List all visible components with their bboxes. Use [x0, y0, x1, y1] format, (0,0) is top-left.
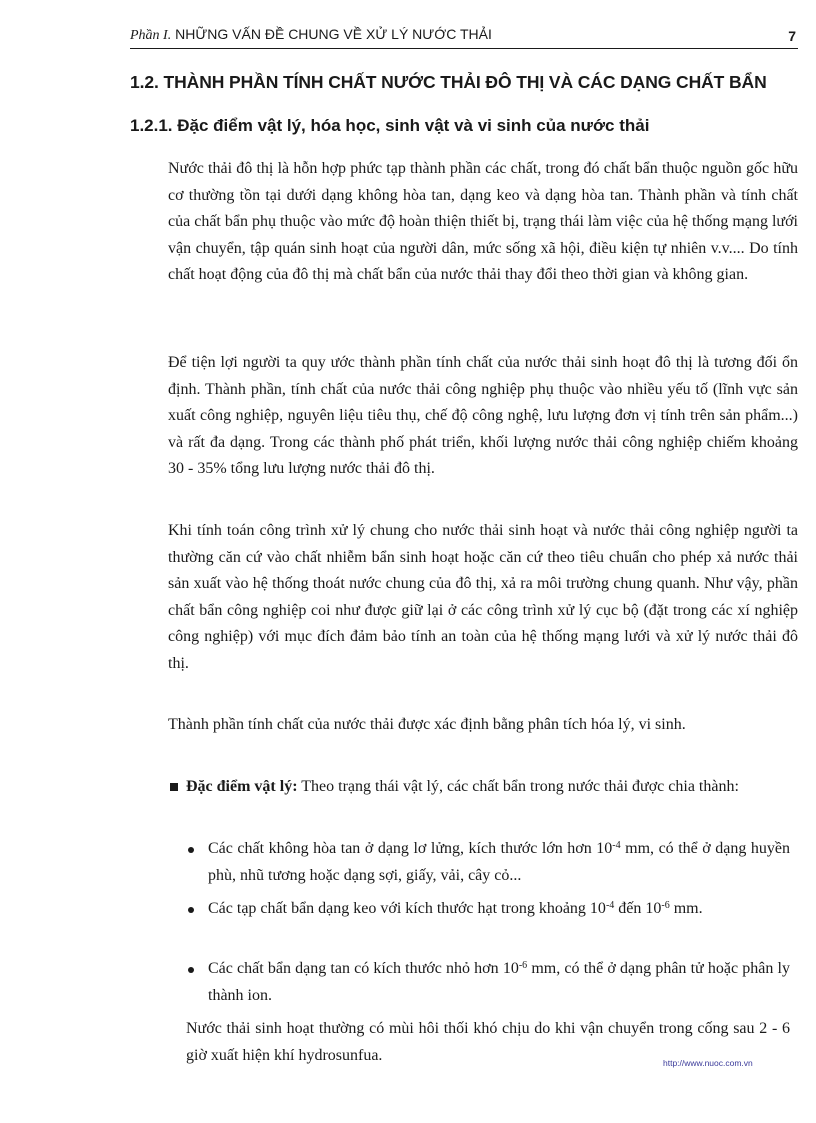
watermark-url: http://www.nuoc.com.vn: [663, 1058, 753, 1068]
closing-paragraph: Nước thải sinh hoạt thường có mùi hôi thối khó chịu do khi vận chuyển trong cống sau 2 - 6 giờ xuất hiện khí hydrosunfua.: [186, 1020, 790, 1064]
paragraph-2: Để tiện lợi người ta quy ước thành phần tính chất của nước thải sinh hoạt đô thị là tương đối ổn định. Thành phần, tính chất của nước thải công nghiệp phụ thuộc vào nhiều yếu tố (lĩnh vực sản xuất công nghiệp, nguyên liệu tiêu thụ, chế độ công nghệ, lưu lượng đơn vị tính trên sản phẩm...) và rất đa dạng. Trong các thành phố phát triển, khối lượng nước thải công nghiệp chiếm khoảng 30 - 35% tổng lưu lượng nước thải đô thị.: [168, 354, 798, 477]
exponent: -6: [518, 960, 528, 971]
physical-label: Đặc điểm vật lý:: [186, 778, 298, 795]
running-header: [130, 22, 798, 49]
square-bullet-icon: [170, 783, 178, 791]
item-text: Các chất không hòa tan ở dạng lơ lửng, kích thước lớn hơn 10: [208, 840, 613, 857]
section-heading: 1.2. THÀNH PHẦN TÍNH CHẤT NƯỚC THẢI ĐÔ THỊ VÀ CÁC DẠNG CHẤT BẨN: [130, 72, 767, 92]
exponent: -4: [605, 900, 615, 911]
exponent: -4: [612, 840, 621, 851]
item-text: mm, có thể ở dạng phân tử hoặc phân ly thành ion.: [208, 960, 790, 1004]
physical-characteristics-item: [168, 774, 798, 801]
round-bullet-icon: [188, 907, 194, 913]
subsection-heading: 1.2.1. Đặc điểm vật lý, hóa học, sinh vật và vi sinh của nước thải: [130, 116, 650, 135]
item-text: mm.: [669, 900, 703, 917]
sub-list-item: [186, 896, 790, 923]
sub-list-item: [186, 836, 790, 889]
header-part-title: NHỮNG VẤN ĐỀ CHUNG VỀ XỬ LÝ NƯỚC THẢI: [175, 26, 492, 42]
physical-description: Theo trạng thái vật lý, các chất bẩn trong nước thải được chia thành:: [297, 778, 739, 795]
item-text: đến 10: [614, 900, 662, 917]
round-bullet-icon: [188, 967, 194, 973]
header-part-label: Phần I.: [130, 28, 172, 43]
paragraph-4: Thành phần tính chất của nước thải được xác định bằng phân tích hóa lý, vi sinh.: [168, 716, 686, 733]
paragraph-1: Nước thải đô thị là hỗn hợp phức tạp thành phần các chất, trong đó chất bẩn thuộc nguồn gốc hữu cơ thường tồn tại dưới dạng không hòa tan, dạng keo và dạng hòa tan. Thành phần và tính chất của chất bẩn phụ thuộc vào mức độ hoàn thiện thiết bị, trạng thái làm việc của hệ thống mạng lưới vận chuyển, tập quán sinh hoạt của người dân, mức sống xã hội, điều kiện tự nhiên v.v.... Do tính chất hoạt động của đô thị mà chất bẩn của nước thải thay đổi theo thời gian và không gian.: [168, 160, 798, 283]
header-part: [130, 26, 492, 44]
exponent: -6: [661, 900, 670, 911]
item-text: mm, có thể ở dạng huyền phù, nhũ tương hoặc dạng sợi, giấy, vải, cây cỏ...: [208, 840, 790, 884]
physical-characteristics-text: [186, 774, 798, 801]
paragraph-3: Khi tính toán công trình xử lý chung cho nước thải sinh hoạt và nước thải công nghiệp người ta thường căn cứ vào chất nhiễm bẩn sinh hoạt hoặc căn cứ theo tiêu chuẩn cho phép xả nước thải sản xuất vào hệ thống thoát nước chung của đô thị, xả ra môi trường chung quanh. Như vậy, phần chất bẩn công nghiệp coi như được giữ lại ở các công trình xử lý cục bộ (đặt trong các xí nghiệp công nghiệp) với mục đích đảm bảo tính an toàn của hệ thống mạng lưới và xử lý nước thải đô thị.: [168, 522, 798, 672]
item-text: Các tạp chất bẩn dạng keo với kích thước hạt trong khoảng 10: [208, 900, 606, 917]
sub-list-item: [186, 956, 790, 1009]
item-text: Các chất bẩn dạng tan có kích thước nhỏ hơn 10: [208, 960, 519, 977]
round-bullet-icon: [188, 847, 194, 853]
page-number: 7: [788, 28, 796, 44]
